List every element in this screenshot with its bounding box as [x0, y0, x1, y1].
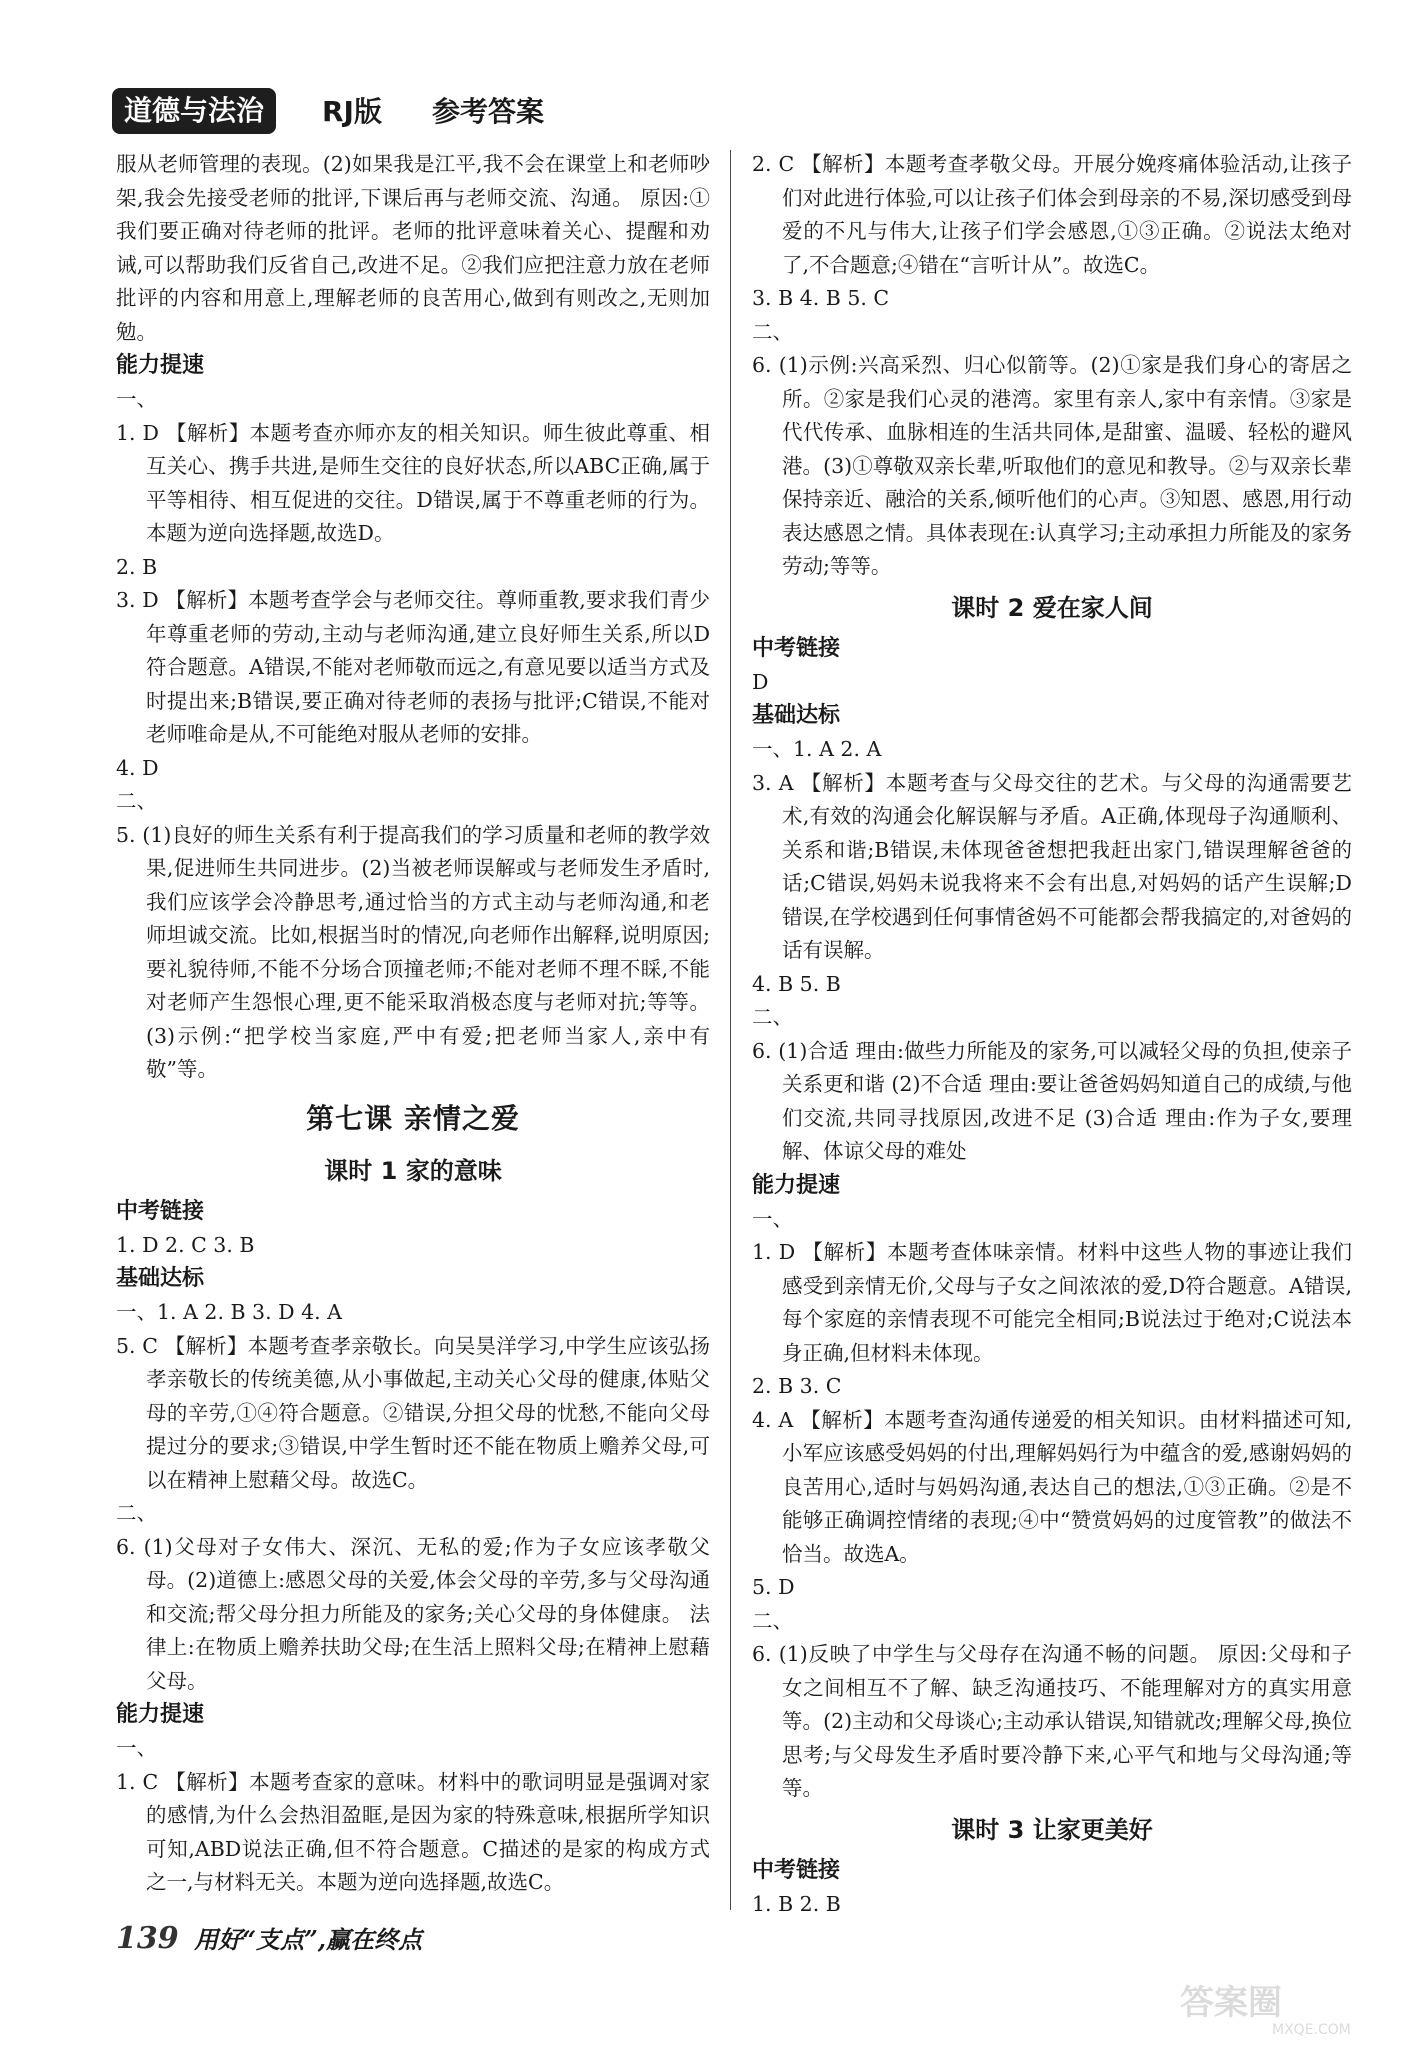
section-heading: 能力提速	[752, 1172, 841, 1198]
watermark-logo	[1172, 1974, 1402, 2038]
answer-paragraph: 2. B 3. C	[752, 1374, 842, 1398]
answer-paragraph: 1. B 2. B	[752, 1891, 841, 1916]
answer-paragraph: 5. (1)良好的师生关系有利于提高我们的学习质量和老师的教学效果,促进师生共同进步。(2)当被老师误解或与老师发生矛盾时,我们应该学会冷静思考,通过恰当的方式主动与老师沟通,和老师坦诚交流。比如,根据当时的情况,向老师作出解释,说明原因;要礼貌待师,不能不分场合顶撞老师;不能对老师不理不睬,不能对老师产生怨恨心理,更不能采取消极态度与老师对抗;等等。(3)示例:“把学校当家庭,严中有爱;把老师当家人,亲中有敬”等。	[116, 822, 710, 1081]
answer-paragraph: 2. C 【解析】本题考查孝敬父母。开展分娩疼痛体验活动,让孩子们对此进行体验,可以让孩子们体会到母亲的不易,深切感受到母爱的不凡与伟大,让孩子们学会感恩,①③正确。②说法太绝对了,不合题意;④错在“言听计从”。故选C。	[752, 152, 1352, 277]
answer-paragraph: 3. A 【解析】本题考查与父母交往的艺术。与父母的沟通需要艺术,有效的沟通会化解误解与矛盾。A正确,体现母子沟通顺利、关系和谐;B错误,未体现爸爸想把我赶出家门,错误理解爸爸的话;C错误,妈妈未说我将来不会有出息,对妈妈的话产生误解;D错误,在学校遇到任何事情爸妈不可能都会帮我搞定的,对爸妈的话有误解。	[752, 770, 1352, 962]
page-header	[112, 88, 732, 138]
answer-paragraph: 5. D	[752, 1575, 795, 1599]
answer-paragraph: 6. (1)示例:兴高采烈、归心似箭等。(2)①家是我们身心的寄居之所。②家是我们心灵的港湾。家里有亲人,家中有亲情。③家是代代传承、血脉相连的生活共同体,是甜蜜、温暖、轻松的避风港。(3)①尊敬双亲长辈,听取他们的意见和教导。②与双亲长辈保持亲近、融洽的关系,倾听他们的心声。③知恩、感恩,用行动表达感恩之情。具体表现在:认真学习;主动承担力所能及的家务劳动;等等。	[752, 353, 1352, 578]
period-title: 课时 2 爱在家人间	[951, 593, 1153, 622]
answer-paragraph: 一、1. A 2. A	[752, 737, 882, 761]
answer-paragraph: 2. B	[116, 554, 158, 579]
footer-slogan: 用好“支点”,赢在终点	[194, 1925, 423, 1954]
answer-paragraph: 4. D	[116, 755, 159, 780]
answer-paragraph: 1. D 2. C 3. B	[116, 1232, 255, 1257]
answer-paragraph: 1. D 【解析】本题考查体味亲情。材料中这些人物的事迹让我们感受到亲情无价,父母与子女之间浓浓的爱,D符合题意。A错误,每个家庭的亲情表现不可能完全相同;B说法过于绝对;C说法本身正确,但材料未体现。	[752, 1240, 1352, 1365]
section-heading: 能力提速	[116, 1702, 205, 1727]
answer-paragraph: 二、	[116, 789, 157, 813]
answer-paragraph: 6. (1)父母对子女伟大、深沉、无私的爱;作为子女应该孝敬父母。(2)道德上:感恩父母的关爱,体会父母的辛劳,多与父母沟通和交流;帮父母分担力所能及的家务;关心父母的身体健康。 法律上:在物质上赡养扶助父母;在生活上照料父母;在精神上慰藉父母。	[116, 1534, 710, 1693]
edition-label: RJ版	[322, 95, 382, 128]
section-heading: 能力提速	[116, 353, 205, 378]
answer-paragraph: 一、	[116, 1736, 157, 1760]
period-title: 课时 1 家的意味	[324, 1156, 502, 1185]
answer-paragraph: D	[752, 669, 769, 694]
watermark-url: MXQE.COM	[1272, 2022, 1351, 2038]
column-divider	[730, 150, 731, 1910]
answer-paragraph: 二、	[752, 1608, 793, 1633]
answer-paragraph: 一、	[752, 1206, 793, 1231]
page-footer	[116, 1920, 422, 1960]
section-heading: 基础达标	[116, 1266, 205, 1291]
answer-paragraph: 1. C 【解析】本题考查家的意味。材料中的歌词明显是强调对家的感情,为什么会热泪盈眶,是因为家的特殊意味,根据所学知识可知,ABD说法正确,但不符合题意。C描述的是家的构成方式之一,与材料无关。本题为逆向选择题,故选C。	[116, 1769, 710, 1894]
watermark-text: 答案圈	[1180, 1983, 1282, 2023]
answer-paragraph: 一、1. A 2. B 3. D 4. A	[116, 1300, 342, 1324]
answer-paragraph: 二、	[116, 1501, 157, 1525]
section-heading: 中考链接	[116, 1198, 205, 1224]
answer-paragraph: 6. (1)合适 理由:做些力所能及的家务,可以减轻父母的负担,使亲子关系更和谐 (2)不合适 理由:要让爸爸妈妈知道自己的成绩,与他们交流,共同寻找原因,改进不足 (3)合适 理由:作为子女,要理解、体谅父母的难处	[752, 1038, 1352, 1163]
answer-paragraph: 4. A 【解析】本题考查沟通传递爱的相关知识。由材料描述可知,小军应该感受妈妈的付出,理解妈妈行为中蕴含的爱,感谢妈妈的良苦用心,适时与妈妈沟通,表达自己的想法,①③正确。②是不能够正确调控情绪的表现;④中“赞赏妈妈的过度管教”的做法不恰当。故选A。	[752, 1407, 1352, 1566]
lesson-title: 第七课 亲情之爱	[306, 1101, 520, 1135]
answer-paragraph: 5. C 【解析】本题考查孝亲敬长。向吴昊洋学习,中学生应该弘扬孝亲敬长的传统美德,从小事做起,主动关心父母的健康,体贴父母的辛劳,①④符合题意。②错误,分担父母的忧愁,不能向父母提过分的要求;③错误,中学生暂时还不能在物质上赡养父母,可以在精神上慰藉父母。故选C。	[116, 1333, 710, 1492]
answer-paragraph: 二、	[752, 319, 793, 344]
answer-paragraph: 服从老师管理的表现。(2)如果我是江平,我不会在课堂上和老师吵架,我会先接受老师的批评,下课后再与老师交流、沟通。 原因:①我们要正确对待老师的批评。老师的批评意味着关心、提醒和劝诫,可以帮助我们反省自己,改进不足。②我们应把注意力放在老师批评的内容和用意上,理解老师的良苦用心,做到有则改之,无则加勉。	[116, 152, 710, 344]
answer-paragraph: 4. B 5. B	[752, 971, 841, 996]
answer-paragraph: 3. B 4. B 5. C	[752, 286, 890, 310]
answer-paragraph: 二、	[752, 1005, 793, 1029]
section-heading: 中考链接	[752, 635, 841, 661]
subject-badge: 道德与法治	[112, 88, 276, 134]
page-number: 139	[116, 1921, 179, 1956]
answer-paragraph: 6. (1)反映了中学生与父母存在沟通不畅的问题。 原因:父母和子女之间相互不了解、缺乏沟通技巧、不能理解对方的真实用意等。(2)主动和父母谈心;主动承认错误,知错就改;理解父母,换位思考;与父母发生矛盾时要冷静下来,心平气和地与父母沟通;等等。	[752, 1642, 1352, 1800]
doc-title: 参考答案	[432, 95, 545, 128]
section-heading: 基础达标	[752, 703, 841, 728]
answer-paragraph: 一、	[116, 387, 157, 411]
period-title: 课时 3 让家更美好	[951, 1815, 1153, 1844]
answer-paragraph: 3. D 【解析】本题考查学会与老师交往。尊师重教,要求我们青少年尊重老师的劳动,主动与老师沟通,建立良好师生关系,所以D符合题意。A错误,不能对老师敬而远之,有意见要以适当方式及时提出来;B错误,要正确对待老师的表扬与批评;C错误,不能对老师唯命是从,不可能绝对服从老师的安排。	[116, 588, 710, 746]
right-column	[752, 148, 1352, 1921]
left-column	[116, 148, 710, 1900]
answer-paragraph: 1. D 【解析】本题考查亦师亦友的相关知识。师生彼此尊重、相互关心、携手共进,是师生交往的良好状态,所以ABC正确,属于平等相待、相互促进的交往。D错误,属于不尊重老师的行为。本题为逆向选择题,故选D。	[116, 420, 710, 545]
section-heading: 中考链接	[752, 1857, 841, 1883]
